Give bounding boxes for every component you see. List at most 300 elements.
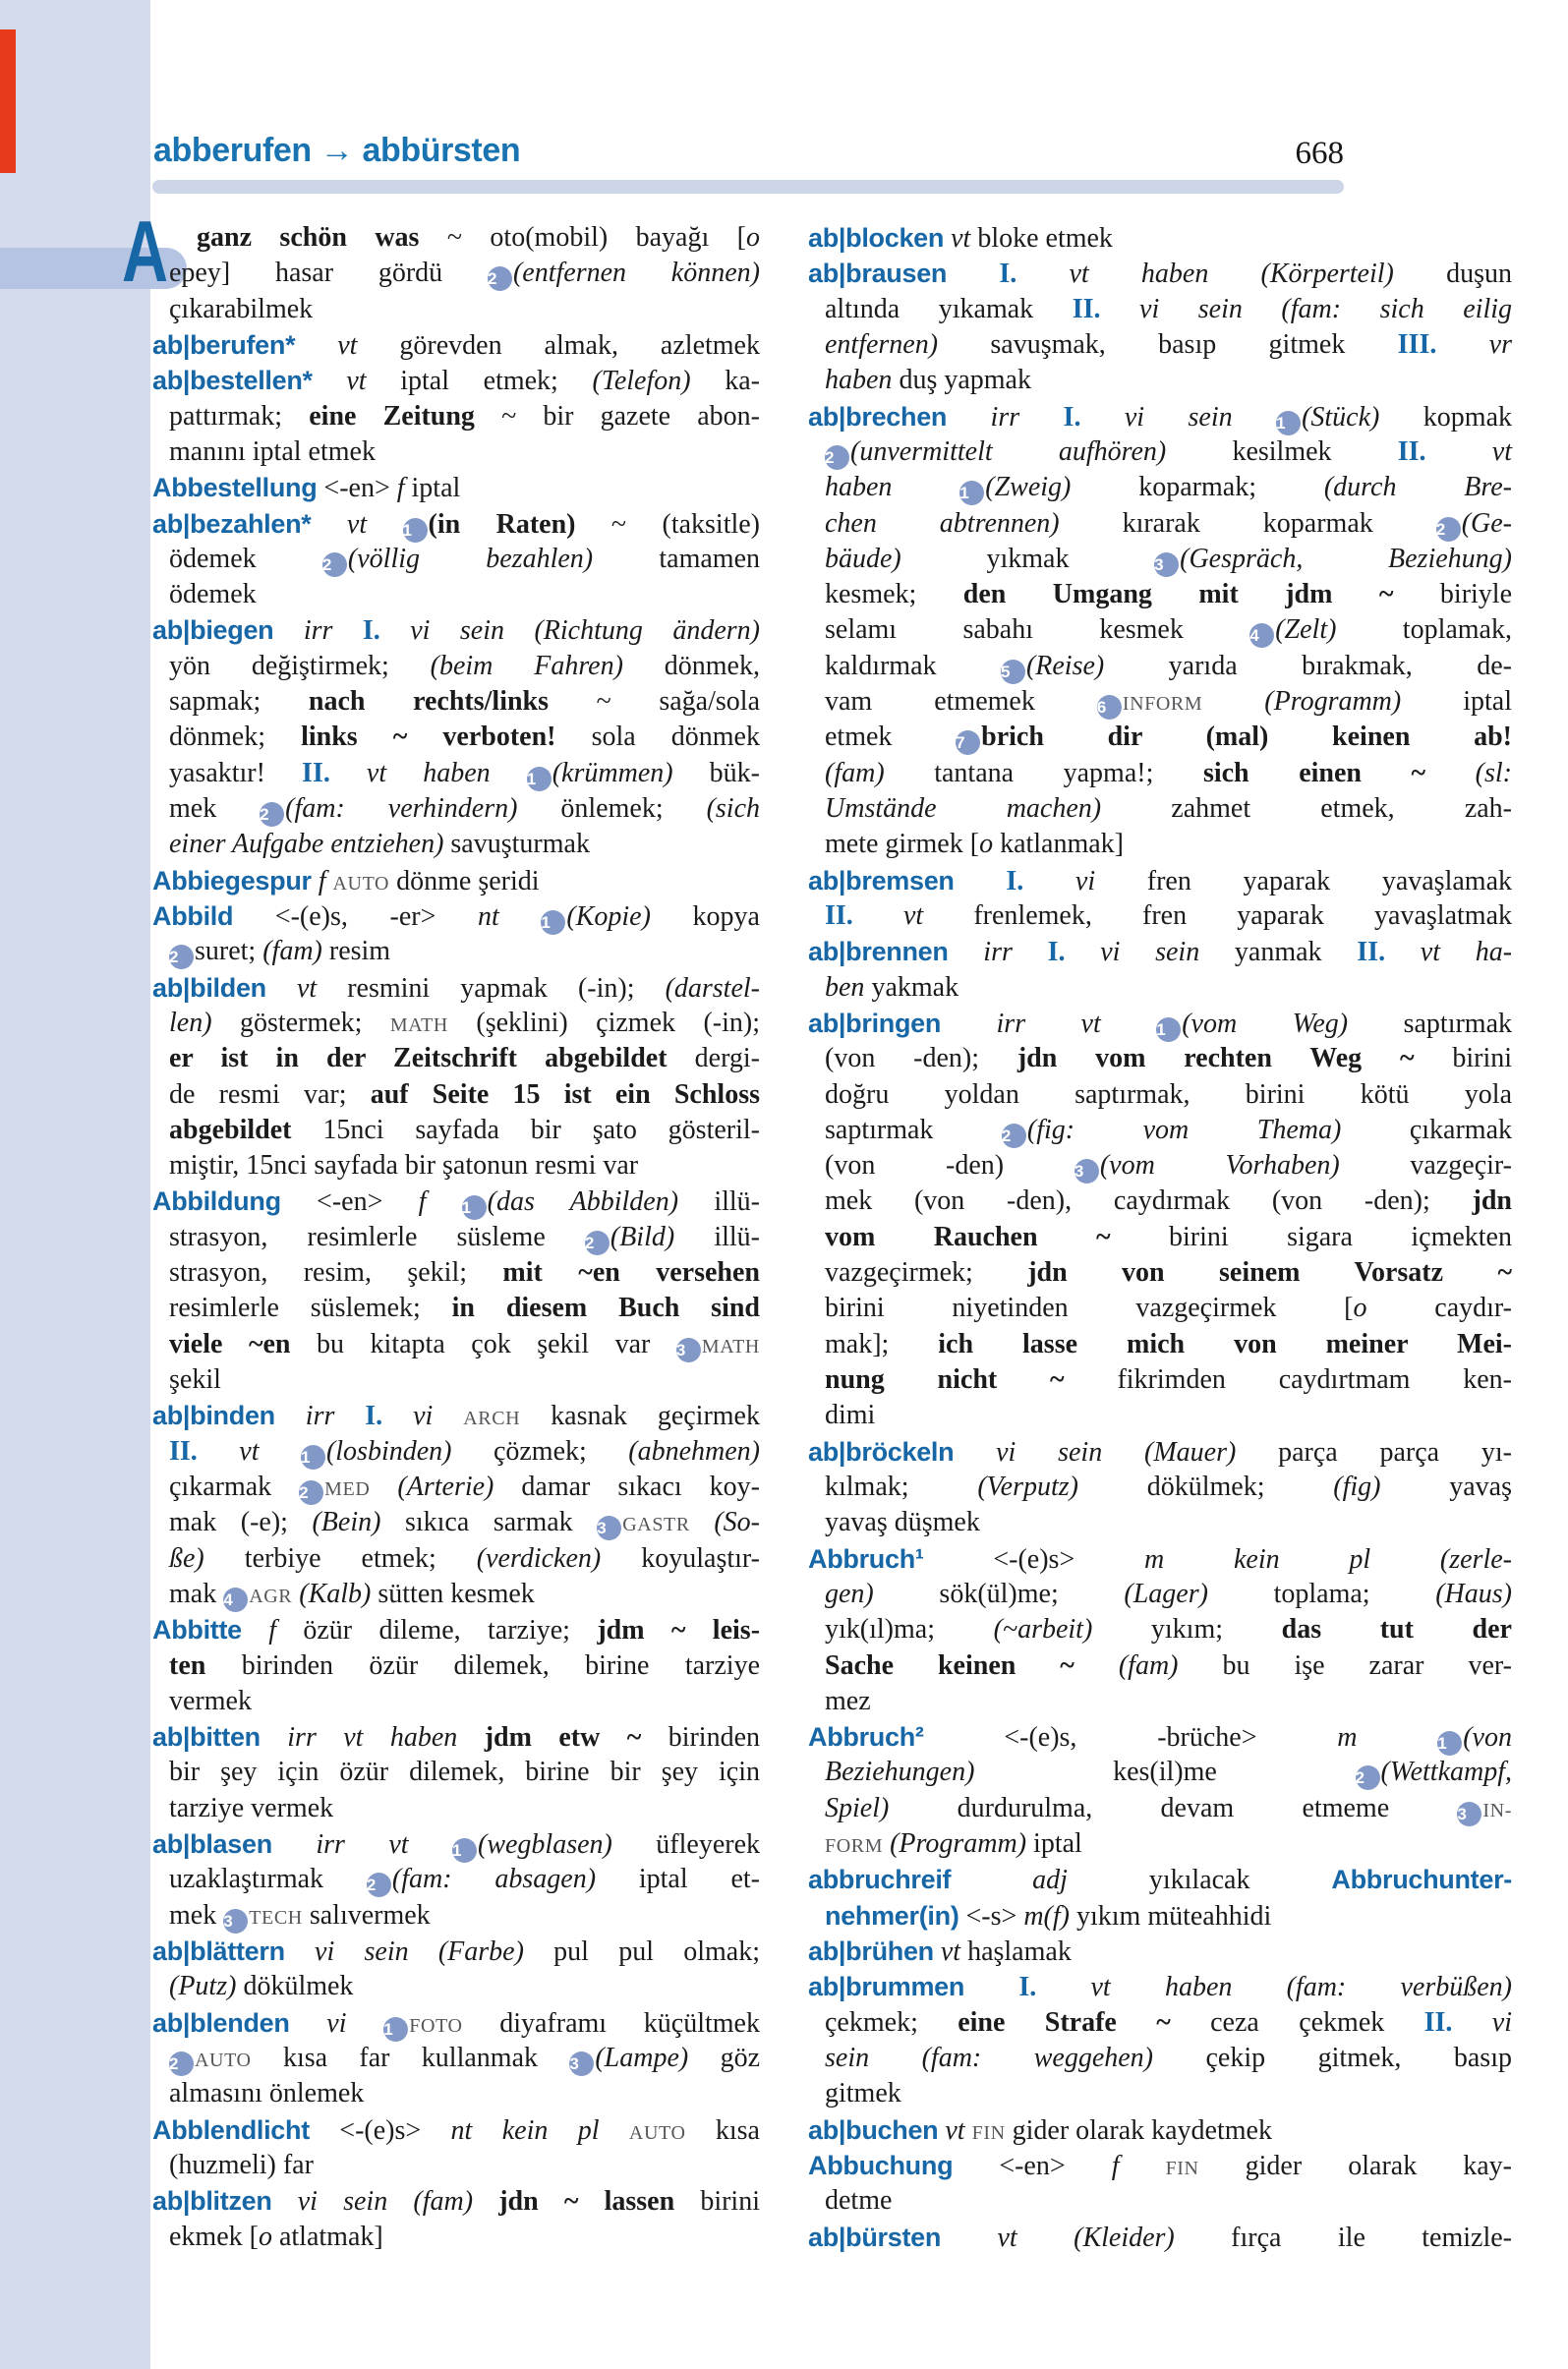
entry-line	[808, 649, 1512, 684]
text: yıkım müteahhidi	[1069, 1900, 1272, 1932]
italic-text: irr	[948, 937, 1048, 968]
text: yarıda bırakmak, de-	[1104, 650, 1512, 681]
roman-numeral: I.	[1018, 1972, 1037, 2003]
entry-line	[152, 1006, 760, 1041]
text: ~ oto(mobil) bayağı [	[419, 222, 746, 253]
italic-text: len)	[169, 1007, 212, 1038]
entry-line	[152, 1255, 760, 1291]
sense-number-icon: 2	[488, 266, 512, 291]
text: strasyon, resimlerle süsleme	[169, 1221, 585, 1252]
headword: ab|berufen*	[152, 329, 296, 360]
roman-numeral: I.	[365, 1401, 383, 1432]
headword: Abbitte	[152, 1615, 242, 1646]
entry-line	[152, 1041, 760, 1076]
entry-line	[152, 970, 760, 1006]
entry-line	[808, 934, 1512, 969]
text: birini niyetinden vazgeçirmek [	[825, 1293, 1354, 1324]
italic-text: (So-	[689, 1507, 760, 1538]
roman-numeral: I.	[362, 615, 380, 647]
headword: Abbruch¹	[808, 1543, 924, 1574]
entry-line	[152, 2148, 760, 2183]
entry-line	[808, 2183, 1512, 2219]
field-label: FIN	[1165, 2157, 1199, 2179]
text: frenlemek, fren yaparak yavaşlatmak	[923, 899, 1512, 931]
thumb-index-tab	[0, 29, 16, 173]
bold-phrase: auf Seite 15 ist ein Schloss	[370, 1078, 760, 1110]
sense-number-icon: 3	[676, 1338, 701, 1362]
roman-numeral: II.	[1423, 2006, 1453, 2038]
field-label: AUTO	[332, 872, 390, 895]
text: selamı sabahı kesmek	[825, 614, 1250, 646]
bold-phrase: jdn von seinem Vorsatz ~	[1027, 1257, 1513, 1289]
sense-number-icon: 1	[452, 1838, 477, 1863]
page-number: 668	[1295, 136, 1344, 171]
text: diyaframı küçültmek	[462, 2007, 760, 2039]
text: dökülmek	[236, 1971, 354, 2002]
text: iptal etmek;	[366, 366, 593, 397]
text: duş yapmak	[892, 365, 1031, 396]
italic-text: (fam)	[1074, 1649, 1179, 1681]
headword: ab|blenden	[152, 2007, 290, 2038]
italic-text: vt	[933, 1936, 961, 1967]
roman-numeral: III.	[1397, 328, 1437, 360]
letter-tab: A	[122, 202, 169, 300]
text: mek	[169, 1899, 224, 1931]
headword: ab|brennen	[808, 937, 949, 967]
italic-text: vi	[382, 1401, 464, 1432]
bold-phrase: mit ~en versehen	[502, 1257, 760, 1289]
text: dönmek,	[622, 650, 760, 681]
italic-text: einer Aufgabe entziehen)	[169, 829, 444, 860]
field-label: FOTO	[409, 2014, 463, 2037]
entry-line	[808, 720, 1512, 755]
entry-line	[152, 1291, 760, 1326]
text: resmini yapmak (-in);	[317, 972, 666, 1004]
italic-text: (Gespräch, Beziehung)	[1180, 543, 1512, 574]
text: parça parça yı-	[1236, 1436, 1512, 1468]
italic-text: (durch Bre-	[1323, 472, 1512, 503]
text: yakmak	[864, 971, 959, 1003]
text: sola dönmek	[555, 722, 760, 753]
entry-line	[152, 1113, 760, 1148]
text: mez	[825, 1685, 871, 1716]
text: resim	[321, 936, 391, 967]
italic-text: vt	[197, 1435, 301, 1467]
entry-line	[152, 256, 760, 291]
italic-text: vt	[295, 329, 358, 361]
entry-line	[152, 1648, 760, 1684]
headword: ab|bürsten	[808, 2222, 942, 2252]
roman-numeral: II.	[825, 899, 853, 931]
text: yasaktır!	[169, 757, 303, 788]
entry-line	[808, 1648, 1512, 1684]
headword: ab|blitzen	[152, 2186, 272, 2217]
text: fren yaparak yavaşlamak	[1095, 865, 1512, 896]
text: iptal	[1026, 1828, 1082, 1860]
text: şekil	[169, 1364, 221, 1395]
bold-phrase: brich dir (mal) keinen ab!	[981, 722, 1512, 753]
text: pul pul olmak;	[523, 1936, 760, 1967]
italic-text: haben	[825, 472, 960, 503]
entry-line	[152, 1969, 760, 2004]
text: görevden almak, azletmek	[357, 329, 760, 361]
italic-text: f	[396, 473, 405, 504]
entry-line	[808, 1006, 1512, 1041]
text: mak];	[825, 1328, 939, 1359]
italic-text: Beziehungen)	[825, 1757, 975, 1788]
entry-line	[152, 1862, 760, 1897]
left-column	[152, 220, 760, 2255]
entry-line	[152, 1898, 760, 1934]
italic-text: (Programm)	[883, 1828, 1027, 1860]
italic-text: (Bild)	[610, 1221, 675, 1252]
text: ekmek [	[169, 2221, 259, 2252]
text: kısa	[685, 2114, 760, 2146]
entry-line	[152, 327, 760, 363]
italic-text: (darstel-	[665, 972, 760, 1004]
italic-text: (Zweig)	[985, 472, 1072, 503]
entry-line	[808, 827, 1512, 862]
text: ödemek	[169, 543, 322, 574]
text: dimi	[825, 1400, 876, 1431]
bold-phrase: in diesem Buch sind	[451, 1293, 760, 1324]
text: (huzmeli) far	[169, 2149, 314, 2180]
field-label: MATH	[389, 1013, 448, 1036]
italic-text: (verdicken)	[476, 1542, 602, 1574]
sense-number-icon: 1	[383, 2017, 408, 2042]
text: iptal	[1401, 686, 1513, 718]
headword: Abbruch²	[808, 1722, 924, 1753]
text: illü-	[674, 1221, 760, 1252]
headword: Abbestellung	[152, 473, 318, 503]
text: kes(il)me	[974, 1757, 1356, 1788]
italic-text: vt	[311, 508, 403, 540]
entry-line	[808, 1434, 1512, 1470]
text: kopya	[650, 900, 760, 932]
entry-line	[152, 1755, 760, 1790]
entry-line	[808, 1077, 1512, 1113]
headword-range: abberufen → abbürsten	[153, 132, 521, 169]
field-label: AGR	[249, 1585, 293, 1607]
headword: ab|brühen	[808, 1936, 934, 1966]
entry-line	[808, 2220, 1512, 2255]
header-rule	[152, 180, 1344, 194]
sense-number-icon: 1	[403, 518, 428, 543]
entry-line	[152, 1362, 760, 1398]
entry-line	[808, 470, 1512, 505]
entry-line	[152, 684, 760, 720]
italic-text: chen abtrennen)	[825, 507, 1060, 539]
entry-line	[808, 363, 1512, 398]
headword: ab|brausen	[808, 259, 948, 289]
entry-line	[808, 1541, 1512, 1577]
entry-line	[152, 2041, 760, 2076]
italic-text: vt	[265, 972, 318, 1004]
text: mete girmek [	[825, 829, 980, 860]
sense-number-icon: 1	[301, 1445, 325, 1470]
sense-number-icon: 1	[1276, 411, 1301, 435]
entry-line	[152, 2220, 760, 2255]
italic-text: vt	[852, 899, 924, 931]
text: <-(e)s>	[309, 2114, 451, 2146]
entry-line	[808, 1255, 1512, 1291]
text: salıvermek	[302, 1899, 431, 1931]
text: altında yıkamak	[825, 293, 1073, 324]
bold-phrase: jdn vom rechten Weg ~	[1016, 1043, 1415, 1074]
field-label: MED	[324, 1477, 371, 1500]
text: kesilmek	[1166, 435, 1398, 467]
italic-text: Spiel)	[825, 1792, 890, 1823]
entry-line	[152, 1934, 760, 1969]
italic-text: o	[1353, 1293, 1367, 1324]
italic-text: (abnehmen)	[628, 1435, 760, 1467]
sense-number-icon: 2	[1002, 1124, 1026, 1148]
text: gitmek	[825, 2078, 901, 2109]
text: mak	[169, 1578, 224, 1609]
entry-line	[152, 2005, 760, 2041]
italic-text: vt (Kleider)	[941, 2222, 1175, 2253]
entry-line	[808, 1327, 1512, 1362]
italic-text: (vom Vorhaben)	[1099, 1150, 1340, 1182]
sense-number-icon: 1	[1156, 1017, 1181, 1042]
headword: Abbuchung	[808, 2150, 954, 2180]
text: çıkarmak	[1341, 1114, 1512, 1145]
entry-line	[152, 863, 760, 898]
entry-line	[152, 934, 760, 969]
field-label: FORM	[825, 1835, 884, 1858]
italic-text: (beim Fahren)	[430, 650, 623, 681]
text: ~ bir gazete abon-	[474, 400, 761, 432]
text	[964, 1972, 1018, 2002]
italic-text: (Haus)	[1435, 1578, 1512, 1609]
entry-line	[152, 2112, 760, 2148]
text: manını iptal etmek	[169, 435, 376, 467]
italic-text: (Arterie)	[370, 1471, 494, 1502]
sense-number-icon: 2	[260, 802, 284, 827]
text: savuşmak, basıp gitmek	[938, 328, 1398, 360]
text: dökülmek;	[1077, 1471, 1334, 1502]
italic-text: (wegblasen)	[478, 1829, 612, 1861]
bold-phrase: ganz schön was	[197, 222, 420, 253]
sense-number-icon: 2	[169, 2051, 194, 2076]
roman-numeral: I.	[1006, 865, 1024, 896]
entry-line	[152, 220, 760, 256]
italic-text: (fig)	[1333, 1471, 1381, 1502]
field-label: GASTR	[622, 1514, 690, 1536]
text: çözmek;	[451, 1435, 629, 1467]
headword: ab|brechen	[808, 401, 948, 432]
entry-line	[808, 1505, 1512, 1540]
italic-text: vt ha-	[1385, 937, 1513, 968]
entry-line	[152, 1541, 760, 1577]
italic-text: vt	[312, 366, 367, 397]
sense-number-icon: 3	[1074, 1159, 1099, 1184]
italic-text: (sl:	[1425, 757, 1513, 788]
text: kılmak;	[825, 1471, 978, 1502]
italic-text: vt haben (Körperteil)	[1016, 259, 1394, 290]
text: damar sıkacı koy-	[494, 1471, 760, 1502]
entry-line	[152, 791, 760, 827]
text: dergi-	[667, 1043, 760, 1074]
headword: nehmer(in)	[825, 1900, 959, 1931]
italic-text: (Stück)	[1302, 401, 1380, 433]
text: <-(e)s, -brüche>	[923, 1722, 1338, 1754]
text: birinden özür dilemek, birine tarziye	[205, 1649, 760, 1681]
text: <-en>	[953, 2150, 1112, 2181]
italic-text: (Zelt)	[1275, 614, 1337, 646]
field-label: AUTO	[195, 2049, 252, 2071]
text: üfleyerek	[611, 1829, 761, 1861]
bold-phrase: sich einen ~	[1202, 757, 1426, 788]
text: vazgeçirmek;	[825, 1257, 1028, 1289]
italic-text: (Kalb)	[292, 1578, 372, 1609]
text: <-s>	[958, 1900, 1024, 1932]
italic-text: vi sein (Mauer)	[954, 1436, 1237, 1468]
field-label: FIN	[971, 2121, 1006, 2144]
entry-line	[808, 1470, 1512, 1505]
italic-text: adj	[951, 1865, 1068, 1896]
italic-text: (fam: absagen)	[391, 1864, 597, 1895]
italic-text: (völlig bezahlen)	[347, 543, 594, 574]
italic-text: irr	[273, 615, 363, 647]
text: fırça ile temizle-	[1174, 2222, 1513, 2253]
field-label: IN-	[1482, 1799, 1512, 1821]
text: mak (-e);	[169, 1507, 313, 1538]
italic-text: vr	[1436, 328, 1513, 360]
italic-text: (Programm)	[1202, 686, 1402, 718]
headword: ab|blocken	[808, 223, 945, 253]
entry-line	[152, 434, 760, 470]
entry-line	[808, 612, 1512, 648]
text: sıkıca sarmak	[380, 1507, 598, 1538]
text: birini	[674, 2186, 760, 2218]
text: yıkılacak	[1067, 1865, 1332, 1896]
entry-line	[152, 1470, 760, 1505]
text: vermek	[169, 1685, 252, 1716]
text: ~ (taksitle)	[575, 508, 761, 540]
entry-line	[808, 863, 1512, 898]
text: resimlerle süslemek;	[169, 1293, 452, 1324]
sense-number-icon: 3	[1154, 552, 1179, 577]
italic-text: o	[746, 222, 760, 253]
entry-line	[152, 1184, 760, 1219]
text: caydır-	[1366, 1293, 1512, 1324]
entry-line	[808, 542, 1512, 577]
entry-line	[808, 1041, 1512, 1076]
text: sütten kesmek	[371, 1578, 535, 1609]
roman-numeral: II.	[169, 1435, 198, 1467]
italic-text: Umstände machen)	[825, 793, 1102, 824]
sense-number-icon: 2	[1436, 517, 1461, 542]
text: gider olarak kaydetmek	[1005, 2114, 1272, 2146]
roman-numeral: I.	[1047, 937, 1066, 968]
sense-number-icon: 6	[1097, 695, 1122, 720]
entry-line	[808, 220, 1512, 256]
text: dönmek;	[169, 722, 302, 753]
entry-line	[808, 1184, 1512, 1219]
text: kopmak	[1379, 401, 1512, 433]
entry-line	[808, 292, 1512, 327]
headword: ab|bringen	[808, 1008, 942, 1038]
headword: abbruchreif	[808, 1865, 952, 1895]
sense-number-icon: 3	[1457, 1802, 1481, 1826]
text: detme	[825, 2185, 893, 2217]
italic-text: gen)	[825, 1578, 874, 1609]
italic-text: vi	[1452, 2006, 1512, 2038]
text: yavaş	[1380, 1471, 1512, 1502]
entry-line	[808, 1612, 1512, 1647]
headword: ab|blättern	[152, 1936, 285, 1966]
text	[947, 259, 999, 289]
text: gider olarak kay-	[1198, 2150, 1512, 2181]
text: durdurulma, devam etmeme	[889, 1792, 1458, 1823]
entry-line	[152, 1148, 760, 1184]
roman-numeral: II.	[302, 757, 330, 788]
entry-line	[152, 649, 760, 684]
italic-text: ße)	[169, 1542, 204, 1574]
text: pattırmak;	[169, 400, 310, 432]
text: haşlamak	[960, 1936, 1072, 1967]
italic-text: (Kopie)	[566, 900, 651, 932]
italic-text: o	[979, 829, 994, 860]
text: saptırmak	[1348, 1008, 1513, 1039]
entry-line	[152, 292, 760, 327]
text: illü-	[678, 1186, 760, 1218]
entry-line	[152, 363, 760, 398]
italic-text: vi sein	[1080, 401, 1277, 433]
sense-number-icon: 4	[223, 1588, 248, 1612]
entry-line	[808, 327, 1512, 363]
entry-line	[808, 2005, 1512, 2041]
text: birinden	[641, 1722, 760, 1754]
bold-phrase: ich lasse mich von meiner Mei-	[938, 1328, 1512, 1359]
entry-line	[152, 1505, 760, 1540]
entry-line	[808, 1113, 1512, 1148]
text: (şeklini) çizmek (-in);	[447, 1007, 760, 1038]
italic-text: vi sein (fam: sich eilig	[1100, 293, 1513, 324]
text: kasnak geçirmek	[520, 1401, 760, 1432]
entry-line	[152, 1612, 760, 1647]
text: göz	[688, 2042, 760, 2073]
text: duşun	[1393, 259, 1512, 290]
text: yıkım;	[1092, 1614, 1282, 1646]
text: biriyle	[1393, 579, 1513, 610]
sense-number-icon: 2	[1356, 1765, 1380, 1790]
italic-text: (Putz)	[169, 1971, 237, 2002]
entry-line	[808, 1755, 1512, 1790]
entry-line	[152, 1077, 760, 1113]
text: tamamen	[593, 543, 761, 574]
italic-text: nt kein pl	[450, 2114, 629, 2146]
italic-text: (losbinden)	[325, 1435, 452, 1467]
italic-text: vi sein	[1065, 937, 1200, 968]
sense-number-icon: 3	[569, 2051, 594, 2076]
text: toplamak,	[1336, 614, 1512, 646]
sense-number-icon: 2	[299, 1480, 323, 1505]
entry-line	[152, 2183, 760, 2219]
entry-line	[808, 1969, 1512, 2004]
italic-text: irr	[274, 1401, 366, 1432]
headword: Abbruchunter-	[1331, 1865, 1512, 1895]
italic-text: (Wettkampf,	[1380, 1757, 1512, 1788]
headword: ab|biegen	[152, 615, 274, 646]
entry-line	[808, 684, 1512, 720]
italic-text: (fam)	[262, 936, 322, 967]
text: iptal et-	[596, 1864, 760, 1895]
italic-text: vi sein (Farbe)	[284, 1936, 524, 1967]
sense-number-icon: 1	[541, 910, 565, 935]
entry-line	[808, 791, 1512, 827]
